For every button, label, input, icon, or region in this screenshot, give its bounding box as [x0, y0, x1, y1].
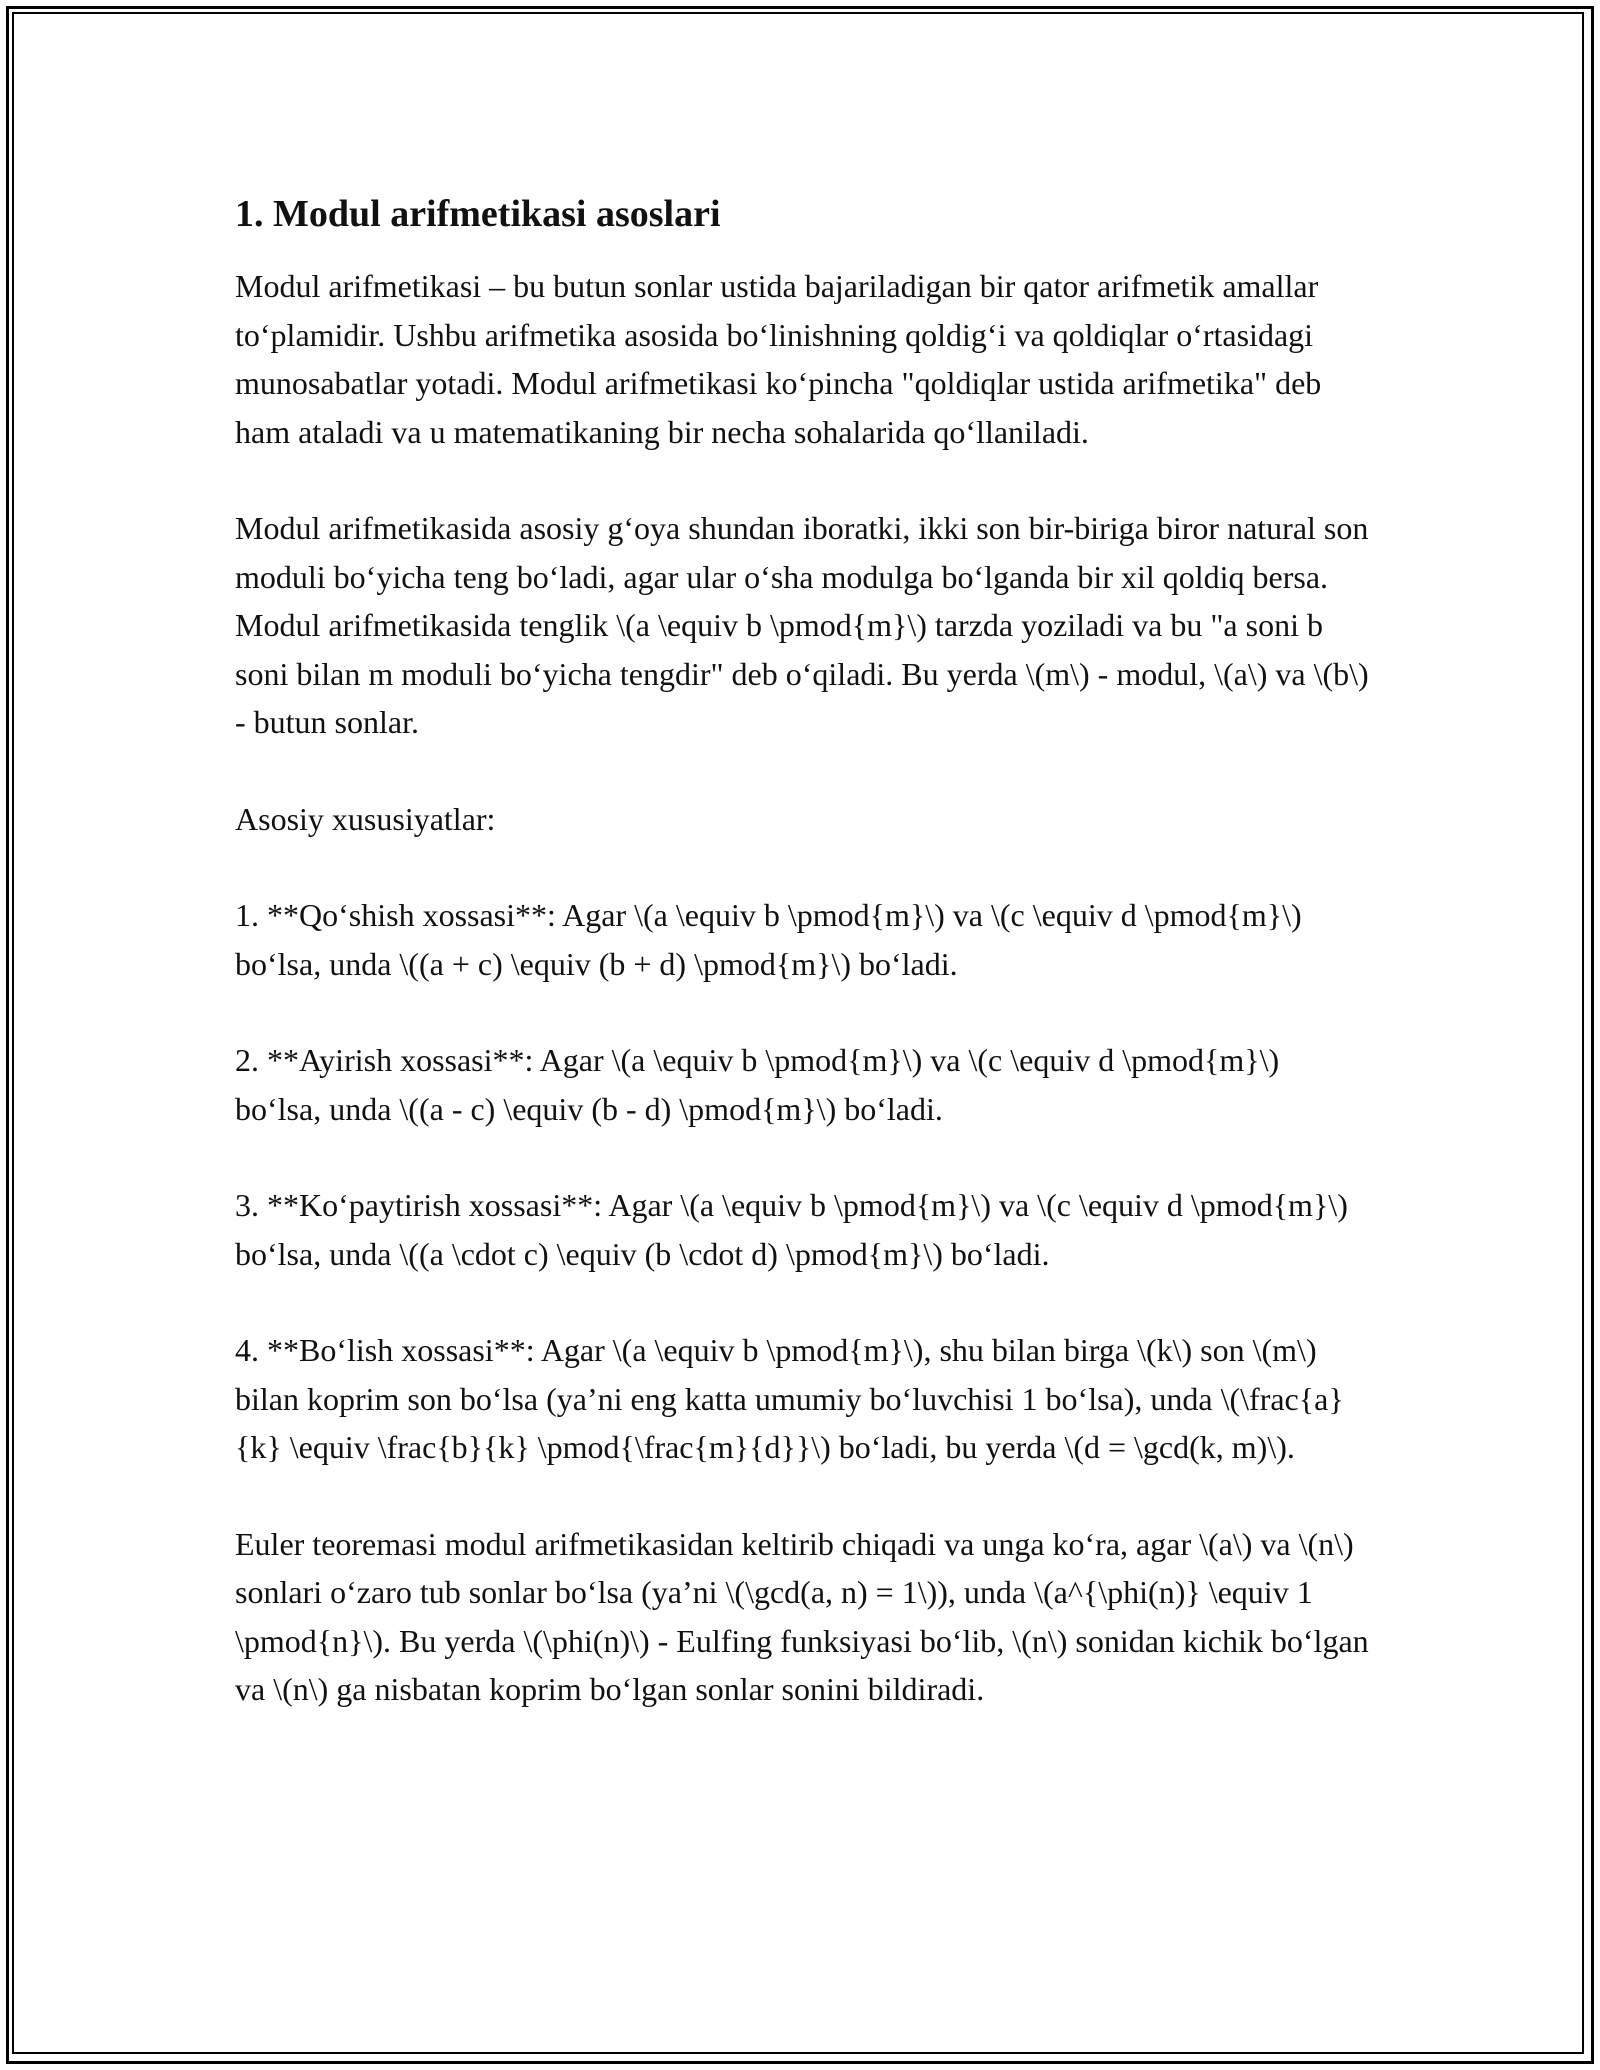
section-heading: 1. Modul arifmetikasi asoslari [235, 193, 721, 235]
paragraph-euler-theorem: Euler teoremasi modul arifmetikasidan keltirib chiqadi va unga ko‘ra, agar \(a\) va \(n\) sonlari o‘zaro tub sonlar bo‘lsa (ya’ni \(\gcd(a, n) = 1\)), unda \(a^{\phi(n)} \equiv 1 \pmod{n}\). Bu yerda \(\phi(n)\) - Eulfing funksiyasi bo‘lib, \(n\) sonidan kichik bo‘lgan va \(n\) ga nisbatan koprim bo‘lgan sonlar sonini bildiradi. [235, 1525, 1369, 1707]
paragraph-property-multiplication: 3. **Ko‘paytirish xossasi**: Agar \(a \equiv b \pmod{m}\) va \(c \equiv d \pmod{m}\) bo‘lsa, unda \((a \cdot c) \equiv (b \cdot d) \pmod{m}\) bo‘ladi. [235, 1187, 1348, 1272]
paragraph-property-subtraction: 2. **Ayirish xossasi**: Agar \(a \equiv b \pmod{m}\) va \(c \equiv d \pmod{m}\) bo‘lsa, unda \((a - c) \equiv (b - d) \pmod{m}\) bo‘ladi. [235, 1042, 1280, 1127]
document-body [235, 188, 1370, 1762]
paragraph-intro: Modul arifmetikasi – bu butun sonlar ustida bajariladigan bir qator arifmetik amallar to‘plamidir. Ushbu arifmetika asosida bo‘linishning qoldig‘i va qoldiqlar o‘rtasidagi munosabatlar yotadi. Modul arifmetikasi ko‘pincha "qoldiqlar ustida arifmetika" deb ham ataladi va u matematikaning bir necha sohalarida qo‘llaniladi. [235, 268, 1322, 450]
paragraph-main-idea: Modul arifmetikasida asosiy g‘oya shundan iboratki, ikki son bir-biriga biror natural son moduli bo‘yicha teng bo‘ladi, agar ular o‘sha modulga bo‘lganda bir xil qoldiq bersa. Modul arifmetikasida tenglik \(a \equiv b \pmod{m}\) tarzda yoziladi va bu "a soni b soni bilan m moduli bo‘yicha tengdir" deb o‘qiladi. Bu yerda \(m\) - modul, \(a\) va \(b\) - butun sonlar. [235, 510, 1369, 740]
paragraph-properties-heading: Asosiy xususiyatlar: [235, 800, 496, 837]
paragraph-property-division: 4. **Bo‘lish xossasi**: Agar \(a \equiv b \pmod{m}\), shu bilan birga \(k\) son \(m\) bilan koprim son bo‘lsa (ya’ni eng katta umumiy bo‘luvchisi 1 bo‘lsa), unda \(\frac{a}{k} \equiv \frac{b}{k} \pmod{\frac{m}{d}}\) bo‘ladi, bu yerda \(d = \gcd(k, m)\). [235, 1332, 1344, 1465]
paragraph-property-addition: 1. **Qo‘shish xossasi**: Agar \(a \equiv b \pmod{m}\) va \(c \equiv d \pmod{m}\) bo‘lsa, unda \((a + c) \equiv (b + d) \pmod{m}\) bo‘ladi. [235, 897, 1302, 982]
